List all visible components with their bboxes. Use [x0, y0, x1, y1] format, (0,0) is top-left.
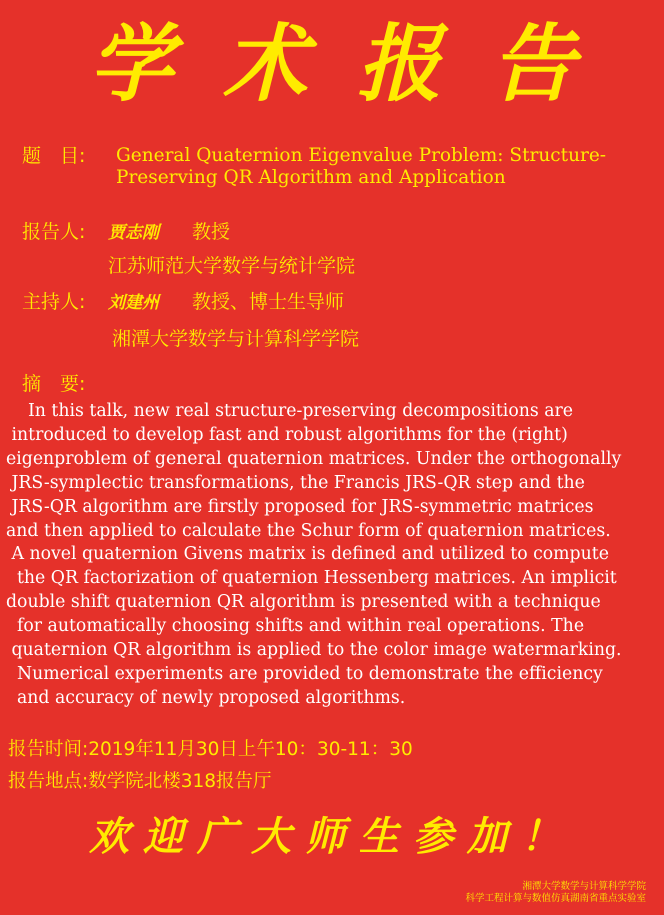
abstract-line: eigenproblem of general quaternion matrices. Under the orthogonally: [6, 448, 622, 469]
abstract-line: JRS-symplectic transformations, the Francis JRS-QR step and the: [6, 472, 585, 493]
topic-label: 题 目:: [22, 145, 86, 167]
topic-line: Preserving QR Algorithm and Application: [116, 167, 506, 188]
speaker-name: 贾志刚: [108, 223, 159, 243]
host-affiliation: 湘潭大学数学与计算科学学院: [112, 328, 360, 350]
abstract-body: [6, 400, 661, 711]
abstract-line: JRS-QR algorithm are firstly proposed for JRS-symmetric matrices: [6, 496, 594, 517]
welcome-banner: 欢迎广大师生参加！: [89, 813, 575, 860]
place-value: 数学院北楼318报告厅: [88, 771, 272, 792]
abstract-line: quaternion QR algorithm is applied to the color image watermarking.: [6, 640, 622, 661]
abstract-line: Numerical experiments are provided to demonstrate the efficiency: [6, 663, 603, 684]
abstract-line: introduced to develop fast and robust algorithms for the (right): [6, 424, 568, 445]
speaker-label: 报告人:: [22, 221, 86, 243]
abstract-label: 摘 要:: [22, 373, 86, 395]
poster-title: [0, 14, 664, 114]
place-row: [8, 770, 272, 794]
speaker-title: 教授: [192, 221, 231, 243]
abstract-line: and then applied to calculate the Schur form of quaternion matrices.: [6, 520, 611, 541]
abstract-line: A novel quaternion Givens matrix is defined and utilized to compute: [6, 544, 609, 565]
place-label: 报告地点:: [8, 771, 89, 792]
title-char: 学: [88, 14, 173, 113]
abstract-line: In this talk, new real structure-preserving decompositions are: [6, 401, 574, 421]
title-char: 告: [491, 14, 576, 113]
time-label: 报告时间:: [8, 739, 89, 760]
abstract-line: the QR factorization of quaternion Hessenberg matrices. An implicit: [6, 568, 617, 589]
abstract-line: and accuracy of newly proposed algorithms.: [6, 687, 406, 708]
speaker-affiliation: 江苏师范大学数学与统计学院: [108, 255, 356, 277]
abstract-line: for automatically choosing shifts and within real operations. The: [6, 616, 585, 637]
time-value: 2019年11月30日上午10：30-11：30: [88, 739, 413, 760]
host-label: 主持人:: [22, 291, 86, 313]
organizer-line: 湘潭大学数学与计算科学学院: [522, 881, 646, 892]
abstract-line: double shift quaternion QR algorithm is presented with a technique: [6, 592, 601, 613]
title-char: 术: [222, 14, 307, 113]
host-title: 教授、博士生导师: [192, 291, 345, 313]
topic-text: [116, 145, 636, 189]
host-name: 刘建州: [108, 293, 159, 313]
title-char: 报: [357, 14, 442, 113]
time-row: [8, 738, 413, 762]
topic-line: General Quaternion Eigenvalue Problem: Structure-: [116, 145, 607, 166]
organizer-line: 科学工程计算与数值仿真湖南省重点实验室: [465, 893, 646, 904]
